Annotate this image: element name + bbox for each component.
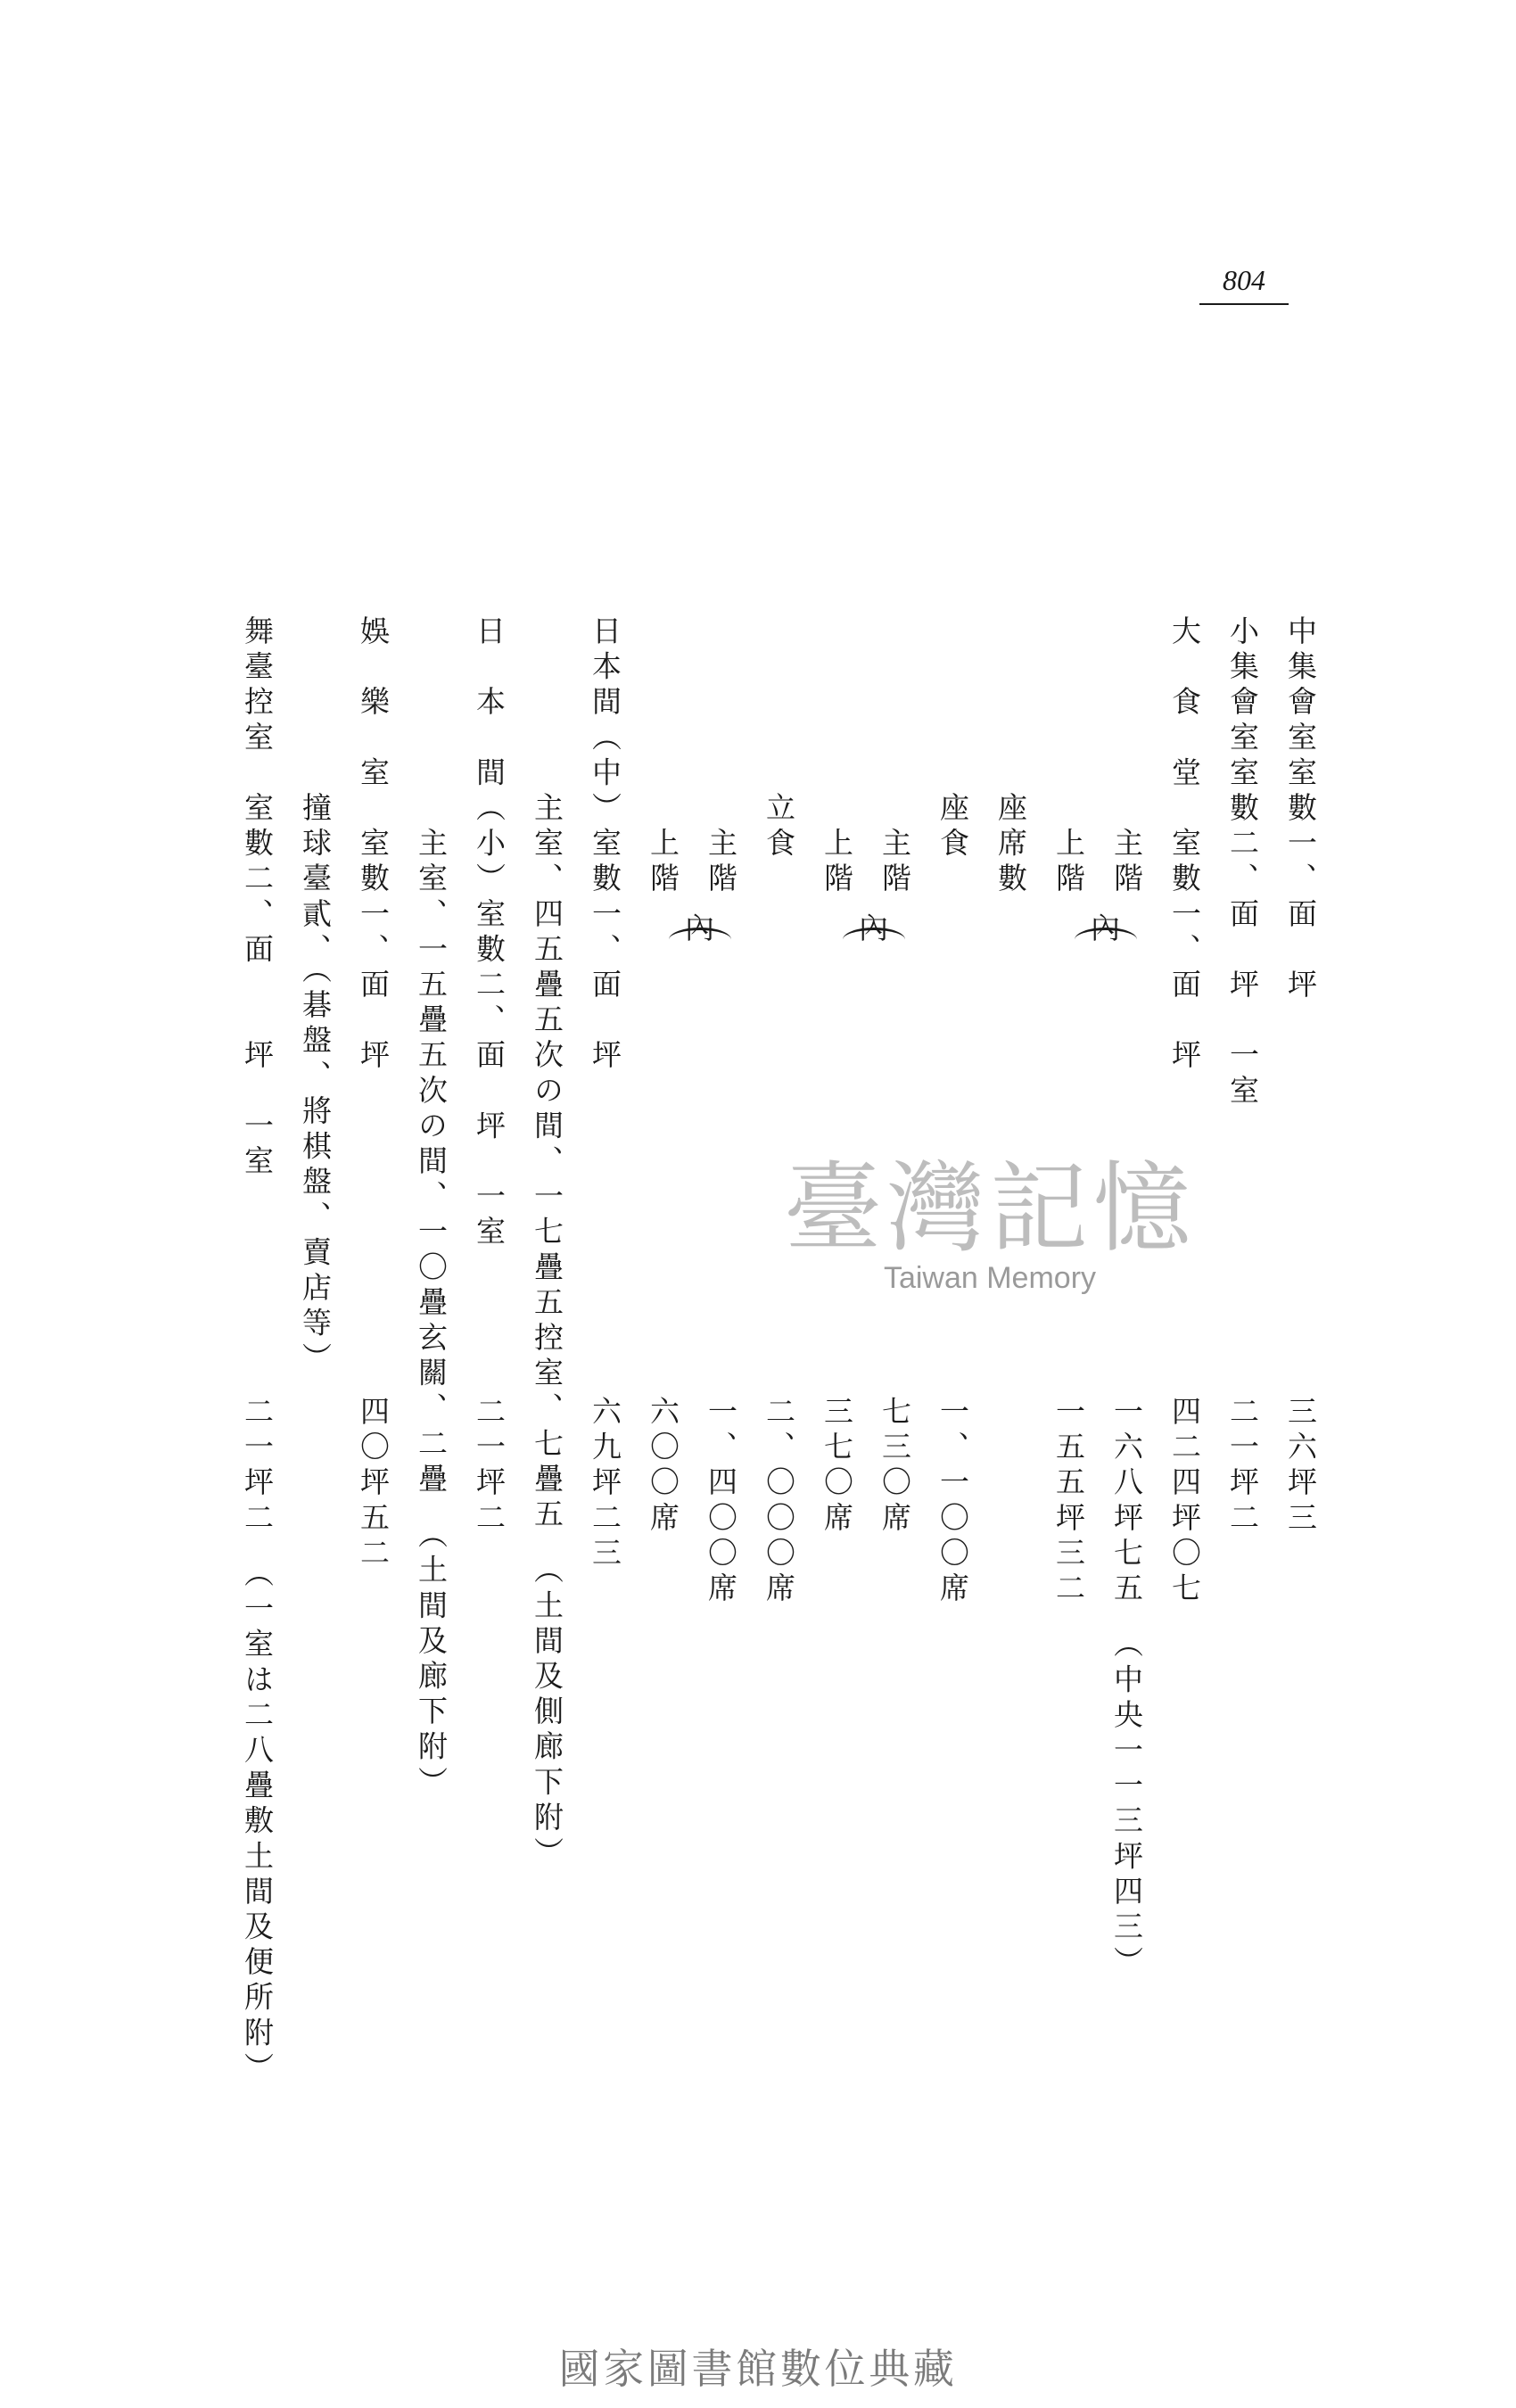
entry-zashoku-shukai: 主階 (877, 615, 912, 898)
entry-value-daishokudo: 四二四坪〇七 (1167, 1396, 1202, 1608)
entry-value-risshoku-jokai: 六〇〇席 (646, 1396, 680, 1538)
entry-zashoku: 座食 (935, 615, 970, 863)
entry-zaseki-su: 座席數 (993, 615, 1028, 898)
entry-butai-hikae: 舞臺控室 室數二、面 坪 一室 (240, 615, 275, 1181)
brace-daishokudo-label: 內 (1091, 911, 1126, 945)
entry-risshoku: 立食 (762, 615, 796, 863)
entry-value-zashoku: 一、一〇〇席 (935, 1396, 970, 1608)
entry-zashoku-jokai: 上階 (820, 615, 854, 898)
brace-daishokudo-brace (1075, 928, 1137, 952)
entry-nihonma-chu-detail: 主室、四五疊五次の間、一七疊五控室、七疊五 （土間及側廊下附） (530, 615, 564, 1873)
entry-value-zashoku-shukai: 七三〇席 (877, 1396, 912, 1538)
entry-value-sho-shukaishitsu: 二一坪二 (1225, 1396, 1260, 1538)
entry-value-butai-hikae: 二一坪二 （一室は二八疊敷土間及便所附） (240, 1396, 275, 2088)
entry-risshoku-jokai: 上階 (646, 615, 680, 898)
entry-gorakushitsu: 娛 樂 室 室數一、面 坪 (356, 615, 391, 1075)
entry-value-zashoku-jokai: 三七〇席 (820, 1396, 854, 1538)
brace-risshoku-brace (669, 928, 731, 952)
entry-value-daishokudo-shukai: 一六八坪七五 （中央一一三坪四三） (1109, 1396, 1144, 1982)
entry-nihonma-sho: 日 本 間（小）室數二、面 坪 一室 (472, 615, 507, 1251)
entry-value-risshoku-shukai: 一、四〇〇席 (704, 1396, 738, 1608)
entry-value-nihonma-sho: 二一坪二 (472, 1396, 507, 1538)
brace-risshoku-label: 內 (685, 911, 721, 945)
entry-daishokudo-jokai: 上階 (1051, 615, 1086, 898)
entry-nihonma-chu: 日本間（中）室數一、面 坪 (588, 615, 622, 1075)
entry-risshoku-shukai: 主階 (704, 615, 738, 898)
brace-zashoku-label: 內 (859, 911, 894, 945)
page-number-rule (1199, 303, 1289, 305)
watermark-subtitle: Taiwan Memory (883, 1261, 1097, 1295)
entry-gorakushitsu-detail: 撞球臺貳、（碁盤、將棋盤、賣店等） (298, 615, 333, 1378)
entry-value-daishokudo-jokai: 一五五坪三二 (1051, 1396, 1086, 1608)
entry-value-nihonma-chu: 六九坪二三 (588, 1396, 622, 1572)
watermark-title: 臺灣記憶 (784, 1151, 1196, 1266)
entry-daishokudo: 大 食 堂 室數一、面 坪 (1167, 615, 1202, 1075)
page-number: 804 (1223, 264, 1265, 296)
entry-value-chu-shukaishitsu: 三六坪三 (1283, 1396, 1318, 1538)
archive-footer: 國家圖書館數位典藏 (558, 2345, 958, 2393)
entry-chu-shukaishitsu: 中集會室室數一、面 坪 (1283, 615, 1318, 1004)
brace-zashoku-brace (843, 928, 905, 952)
entry-daishokudo-shukai: 主階 (1109, 615, 1144, 898)
watermark (740, 1150, 1240, 1296)
entry-sho-shukaishitsu: 小集會室室數二、面 坪 一室 (1225, 615, 1260, 1110)
entry-value-gorakushitsu: 四〇坪五二 (356, 1396, 391, 1572)
entry-value-risshoku: 二、〇〇〇席 (762, 1396, 796, 1608)
entry-nihonma-sho-detail: 主室、一五疊五次の間、一〇疊玄關、二疊 （土間及廊下附） (414, 615, 449, 1802)
